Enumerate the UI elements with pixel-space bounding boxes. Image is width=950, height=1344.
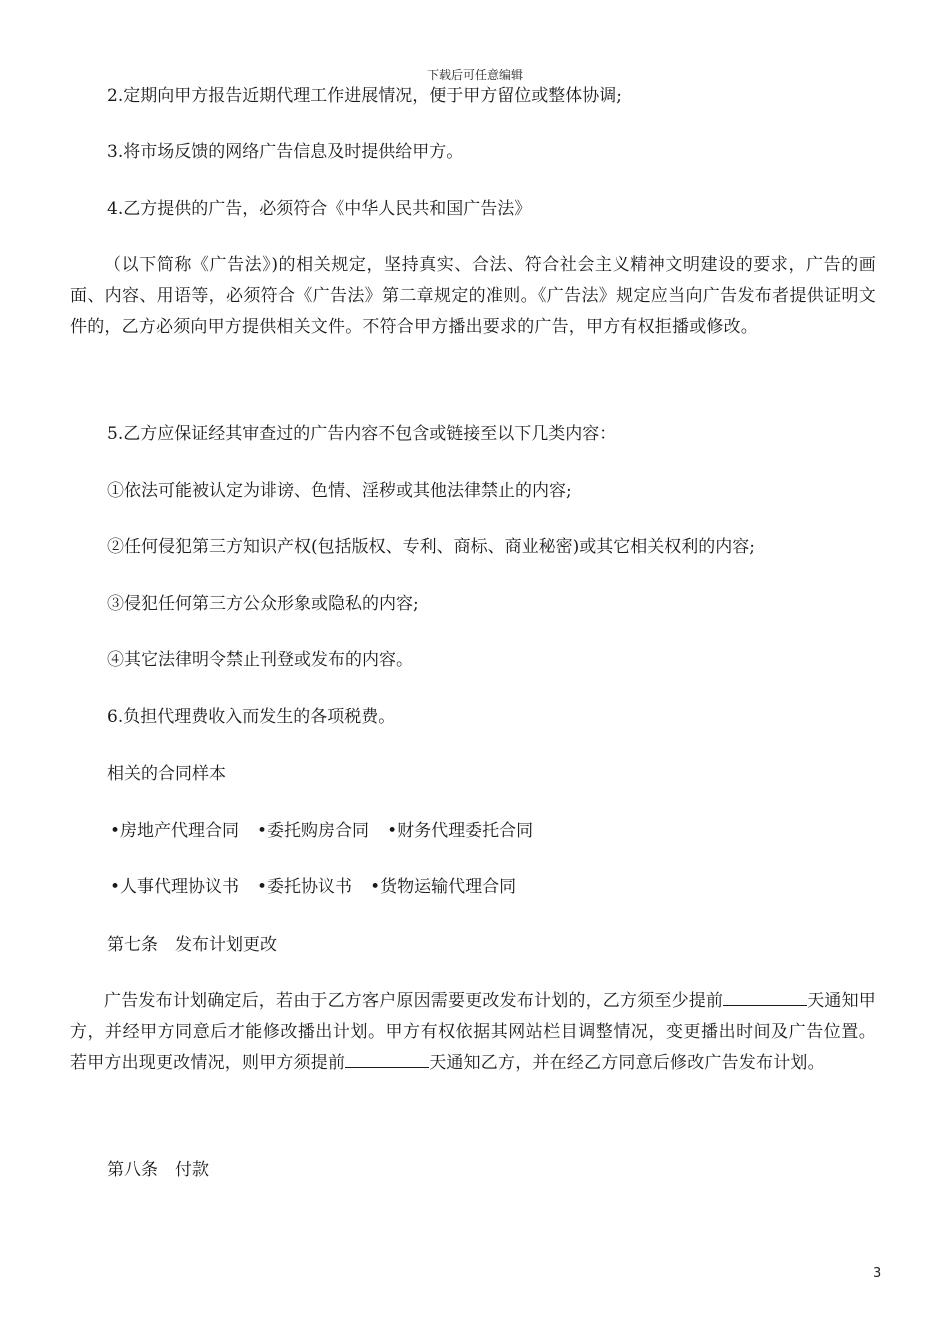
related-link[interactable]: •委托购房合同 — [257, 821, 370, 841]
article-7-text-c: 天通知乙方，并在经乙方同意后修改广告发布计划。 — [429, 1052, 825, 1073]
related-link[interactable]: •房地产代理合同 — [110, 821, 240, 841]
article-7-heading: 第七条 发布计划更改 — [107, 935, 277, 955]
sub-item-4: ④其它法律明令禁止刊登或发布的内容。 — [107, 650, 413, 670]
blank-days-field — [723, 990, 807, 1006]
clause-item-3: 3.将市场反馈的网络广告信息及时提供给甲方。 — [107, 142, 464, 162]
sub-item-1: ①依法可能被认定为诽谤、色情、淫秽或其他法律禁止的内容; — [107, 481, 572, 501]
header-note: 下载后可任意编辑 — [426, 68, 523, 82]
clause-item-6: 6.负担代理费收入而发生的各项税费。 — [107, 707, 396, 727]
sub-item-2: ②任何侵犯第三方知识产权(包括版权、专利、商标、商业秘密)或其它相关权利的内容; — [107, 537, 755, 557]
related-link[interactable]: •财务代理委托合同 — [387, 821, 534, 841]
article-8-heading: 第八条 付款 — [107, 1160, 209, 1180]
blank-days-field — [345, 1052, 429, 1068]
article-7-text-a: 广告发布计划确定后，若由于乙方客户原因需要更改发布计划的，乙方须至少提前 — [104, 991, 724, 1011]
related-link[interactable]: •委托协议书 — [257, 877, 353, 897]
related-links-row — [110, 877, 516, 897]
sub-item-3: ③侵犯任何第三方公众形象或隐私的内容; — [107, 594, 419, 614]
article-7-body — [70, 986, 876, 1078]
page-number: 3 — [873, 1266, 882, 1281]
clause-item-5: 5.乙方应保证经其审查过的广告内容不包含或链接至以下几类内容： — [107, 424, 617, 444]
related-samples-title: 相关的合同样本 — [107, 764, 226, 784]
clause-item-2: 2.定期向甲方报告近期代理工作进展情况，便于甲方留位或整体协调; — [107, 86, 622, 106]
related-links-row — [110, 821, 533, 841]
article-7-text-b: 天通知甲方，并经甲方同意后才能修改播出计划。甲方有权依据其网站栏目调整情况，变更播出时间及广告位置。若甲方出现更改情况，则甲方须提前 — [70, 991, 877, 1073]
related-link[interactable]: •货物运输代理合同 — [370, 877, 517, 897]
related-link[interactable]: •人事代理协议书 — [110, 877, 240, 897]
clause-item-4: 4.乙方提供的广告，必须符合《中华人民共和国广告法》 — [107, 199, 532, 219]
clause-item-4-continuation: （以下简称《广告法》)的相关规定，坚持真实、合法、符合社会主义精神文明建设的要求，广告的画面、内容、用语等，必须符合《广告法》第二章规定的准则。《广告法》规定应当向广告发布者提供证明文件的，乙方必须向甲方提供相关文件。不符合甲方播出要求的广告，甲方有权拒播或修改。 — [70, 255, 876, 337]
